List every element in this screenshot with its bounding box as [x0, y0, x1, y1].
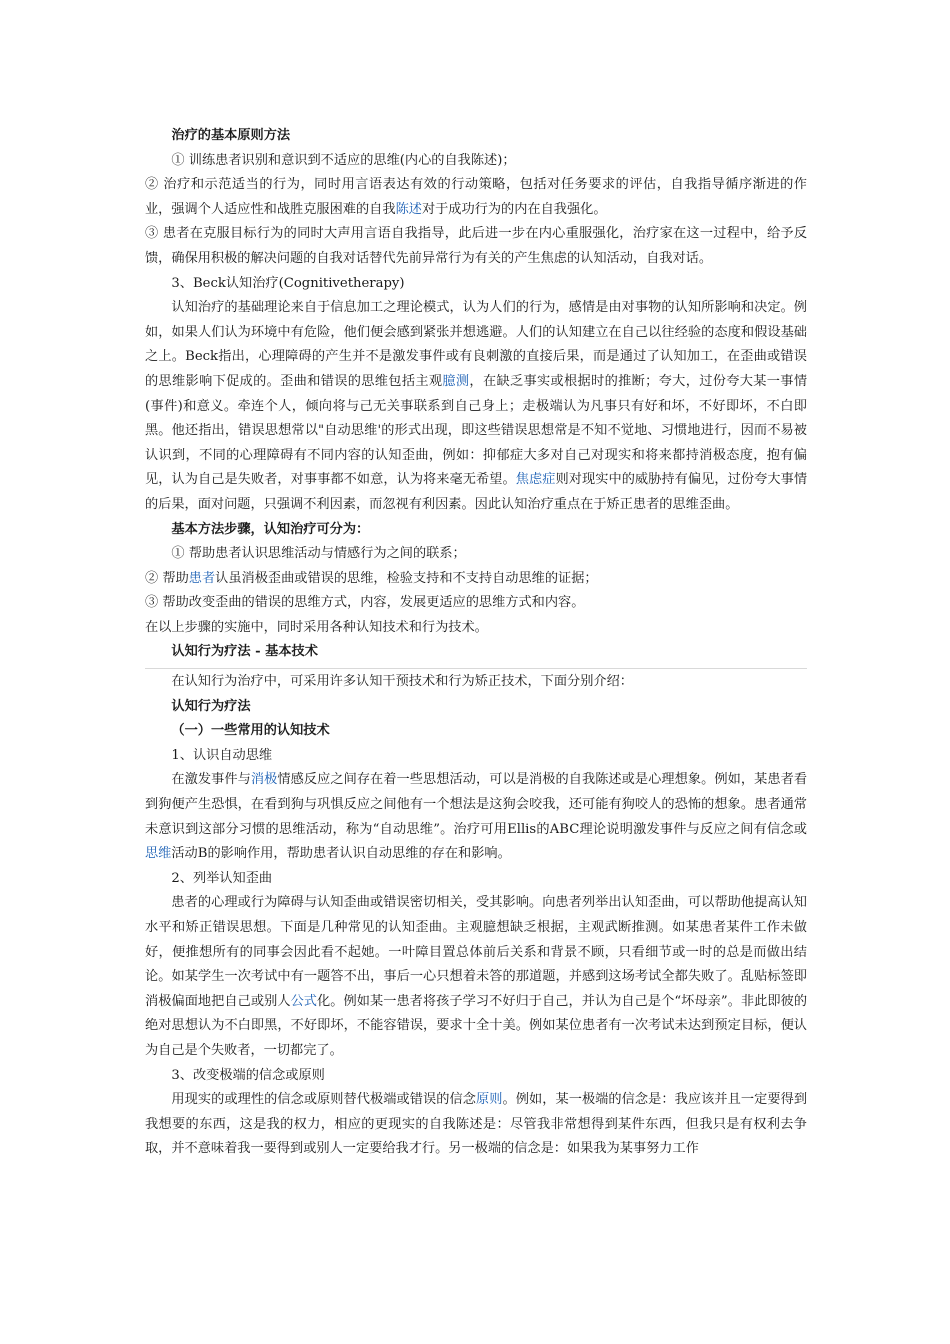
inline-link[interactable]: 焦虑症	[515, 472, 556, 488]
text-run: 化。例如某一患者将孩子学习不好归于自己，并认为自己是个“坏母亲”。非此即彼的绝对思想认为不白即黑，不好即坏，不能容错误，要求十全十美。例如某位患者有一次考试未达到预定目标，便认为自己是个失败者，一切都完了。	[145, 993, 808, 1058]
paragraph	[145, 768, 807, 866]
paragraph	[145, 1088, 807, 1162]
text-run: 2、列举认知歪曲	[171, 870, 273, 886]
inline-link[interactable]: 原则	[475, 1092, 503, 1108]
text-run: ② 帮助	[145, 570, 189, 586]
paragraph	[145, 719, 807, 744]
text-run: 患者的心理或行为障碍与认知歪曲或错误密切相关，受其影响。向患者列举出认知歪曲，可以帮助他提高认知水平和矫正错误思想。下面是几种常见的认知歪曲。主观臆想缺乏根据，主观武断推测。如某患者某件工作未做好，便推想所有的同事会因此看不起她。一叶障目置总体前后关系和背景不顾，只看细节或一时的总是而做出结论。如某学生一次考试中有一题答不出，事后一心只想着未答的那道题，并感到这场考试全都失败了。乱贴标签即消极偏面地把自己或别人	[145, 895, 807, 1009]
text-run: 1、认识自动思维	[171, 747, 273, 763]
text-run: 情感反应之间存在着一些思想活动，可以是消极的自我陈述或是心理想象。例如，某患者看到狗便产生恐惧，在看到狗与巩惧反应之间他有一个想法是这狗会咬我，还可能有狗咬人的恐怖的想象。患者通常未意识到这部分习惯的思维活动，称为“自动思维”。治疗可用Ellis的ABC理论说明激发事件与反应之间有信念或	[145, 772, 808, 837]
section-divider	[145, 668, 807, 669]
paragraph	[145, 296, 807, 517]
paragraph	[145, 173, 807, 222]
text-run: ② 治疗和示范适当的行为，同时用言语表达有效的行动策略，包括对任务要求的评估，自我指导循序渐进的作业，强调个人适应性和战胜克服困难的自我	[145, 177, 807, 217]
text-run: 在以上步骤的实施中，同时采用各种认知技术和行为技术。	[145, 619, 488, 635]
text-run: 认知治疗的基础理论来自于信息加工之理论模式，认为人们的行为，感情是由对事物的认知所影响和决定。例如，如果人们认为环境中有危险，他们便会感到紧张并想逃避。人们的认知建立在自己以往经验的态度和假设基础之上。Beck指出，心理障碍的产生并不是激发事件或有良刺激的直接后果，而是通过了认知加工，在歪曲或错误的思维影响下促成的。歪曲和错误的思维包括主观	[145, 300, 807, 389]
text-run: 则对现实中的威胁持有偏见，过份夸大事情的后果，面对问题，只强调不利因素，而忽视有利因素。因此认知治疗重点在于矫正患者的思维歪曲。	[145, 472, 808, 512]
text-run: 基本方法步骤，认知治疗可分为：	[171, 521, 370, 537]
paragraph	[145, 272, 807, 297]
text-run: ① 训练患者识别和意识到不适应的思维(内心的自我陈述)；	[171, 152, 516, 168]
text-run: 认虽消极歪曲或错误的思维，检验支持和不支持自动思维的证据；	[215, 570, 598, 586]
text-run: 3、改变极端的信念或原则	[171, 1067, 325, 1083]
paragraph	[145, 744, 807, 769]
text-run: 。例如，某一极端的信念是：我应该并且一定要得到我想要的东西，这是我的权力，相应的更现实的自我陈述是：尽管我非常想得到某件东西，但我只是有权利去争取，并不意味着我一要得到或别人一定要给我才行。另一极端的信念是：如果我为某事努力工作	[145, 1092, 808, 1157]
text-run: 认知行为疗法 - 基本技术	[171, 644, 318, 660]
text-run: ，在缺乏事实或根据时的推断；夸大，过份夸大某一事情(事件)和意义。牵连个人，倾向将与己无关事联系到自己身上；走极端认为凡事只有好和坏，不好即坏，不白即黑。他还指出，错误思想常以"自动思维'的形式出现，即这些错误思想常是不知不觉地、习惯地进行，因而不易被认识到，不同的心理障碍有不同内容的认知歪曲，例如：抑郁症大多对自己对现实和将来都持消极态度，抱有偏见，认为自己是失败者，对事事都不如意，认为将来毫无希望。	[145, 373, 808, 488]
text-run: 认知行为疗法	[171, 698, 251, 714]
inline-link[interactable]: 消极	[250, 772, 278, 788]
text-run: 对于成功行为的内在自我强化。	[421, 201, 607, 217]
text-run: ③ 帮助改变歪曲的错误的思维方式，内容，发展更适应的思维方式和内容。	[145, 595, 585, 611]
paragraph	[145, 567, 807, 592]
text-run: 3、Beck认知治疗(Cognitivetherapy)	[171, 275, 405, 291]
paragraph	[145, 867, 807, 892]
paragraph	[145, 124, 807, 149]
document-page	[145, 124, 807, 1162]
text-run: 在认知行为治疗中，可采用许多认知干预技术和行为矫正技术，下面分别介绍：	[171, 674, 633, 690]
text-run: （一）一些常用的认知技术	[171, 723, 330, 739]
paragraph	[145, 1064, 807, 1089]
paragraph	[145, 591, 807, 616]
text-run: ③ 患者在克服目标行为的同时大声用言语自我指导，此后进一步在内心重服强化，治疗家在这一过程中，给予反馈，确保用积极的解决问题的自我对话替代先前异常行为有关的产生焦虑的认知活动，自我对话。	[145, 226, 807, 266]
paragraph	[145, 891, 807, 1063]
paragraph	[145, 695, 807, 720]
inline-link[interactable]: 公式	[290, 993, 318, 1009]
text-run: 治疗的基本原则方法	[171, 128, 291, 143]
paragraph	[145, 640, 807, 665]
paragraph	[145, 518, 807, 543]
paragraph	[145, 222, 807, 271]
text-run: 用现实的或理性的信念或原则替代极端或错误的信念	[171, 1092, 476, 1108]
inline-link[interactable]: 思维	[145, 846, 172, 862]
inline-link[interactable]: 患者	[188, 570, 216, 586]
paragraph	[145, 542, 807, 567]
text-run: 在激发事件与	[171, 772, 251, 788]
text-run: ① 帮助患者认识思维活动与情感行为之间的联系；	[171, 546, 466, 562]
text-run: 活动B的影响作用，帮助患者认识自动思维的存在和影响。	[171, 846, 511, 862]
paragraph	[145, 616, 807, 641]
inline-link[interactable]: 臆测	[442, 373, 470, 389]
inline-link[interactable]: 陈述	[395, 201, 422, 217]
paragraph	[145, 149, 807, 174]
paragraph	[145, 670, 807, 695]
